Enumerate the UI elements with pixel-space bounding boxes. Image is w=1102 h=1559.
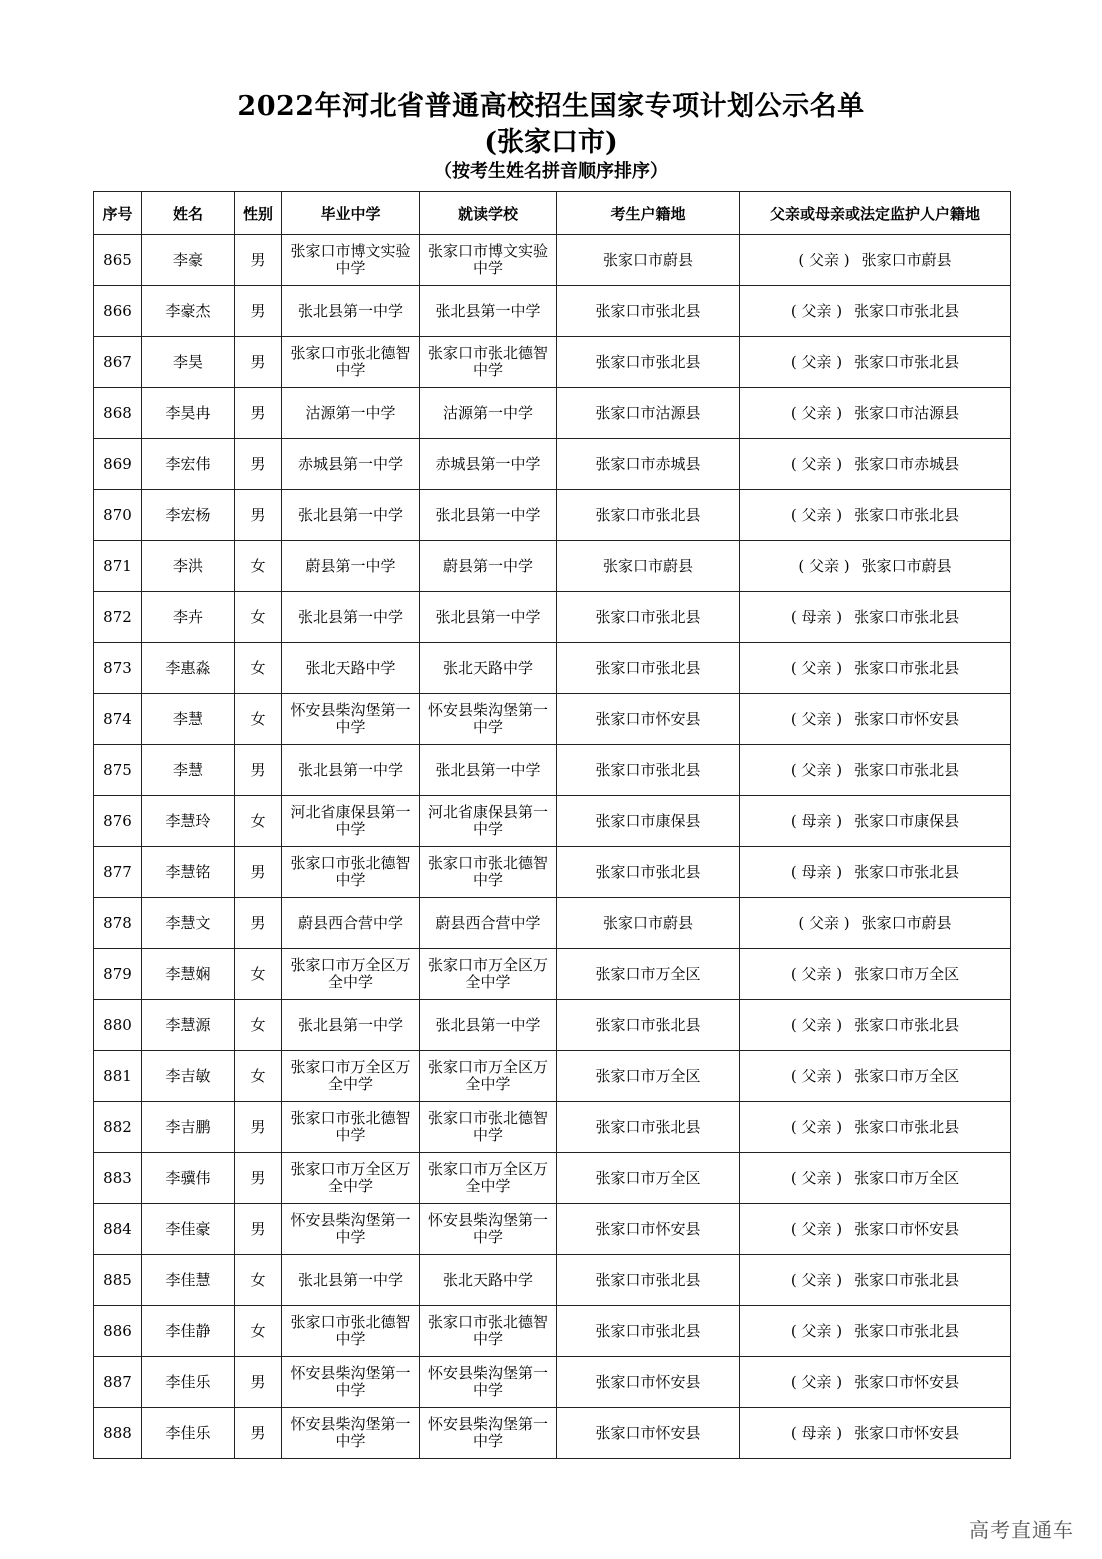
- cell-current-school: 沽源第一中学: [420, 388, 557, 439]
- cell-gender: 男: [235, 490, 282, 541]
- guardian-location: 张家口市张北县: [854, 1117, 960, 1136]
- cell-seq: 868: [94, 388, 142, 439]
- guardian-relation: ( 父亲 ): [790, 403, 843, 422]
- cell-grad-school: 张北县第一中学: [282, 286, 420, 337]
- cell-grad-school: 蔚县第一中学: [282, 541, 420, 592]
- table-row: [94, 745, 1011, 796]
- cell-guardian-hukou: [740, 1408, 1011, 1459]
- cell-seq: 866: [94, 286, 142, 337]
- table-row: [94, 847, 1011, 898]
- guardian-relation: ( 父亲 ): [790, 760, 843, 779]
- cell-gender: 男: [235, 1153, 282, 1204]
- guardian-relation: ( 父亲 ): [790, 1372, 843, 1391]
- cell-name: 李惠淼: [142, 643, 235, 694]
- cell-name: 李慧铭: [142, 847, 235, 898]
- table-row: [94, 1204, 1011, 1255]
- cell-grad-school: 张北县第一中学: [282, 592, 420, 643]
- cell-gender: 男: [235, 847, 282, 898]
- guardian-location: 张家口市万全区: [854, 964, 960, 983]
- cell-current-school: 张家口市张北德智中学: [420, 1306, 557, 1357]
- cell-hukou: 张家口市张北县: [557, 1102, 740, 1153]
- cell-hukou: 张家口市万全区: [557, 949, 740, 1000]
- cell-hukou: 张家口市张北县: [557, 1306, 740, 1357]
- cell-seq: 877: [94, 847, 142, 898]
- guardian-location: 张家口市张北县: [854, 352, 960, 371]
- table-row: [94, 1102, 1011, 1153]
- cell-gender: 女: [235, 643, 282, 694]
- guardian-relation: ( 父亲 ): [790, 1066, 843, 1085]
- cell-gender: 男: [235, 1102, 282, 1153]
- guardian-relation: ( 父亲 ): [790, 1168, 843, 1187]
- cell-grad-school: 张家口市张北德智中学: [282, 337, 420, 388]
- cell-guardian-hukou: [740, 1153, 1011, 1204]
- cell-grad-school: 张家口市博文实验中学: [282, 235, 420, 286]
- cell-seq: 884: [94, 1204, 142, 1255]
- watermark-text: 高考直通车: [969, 1518, 1074, 1542]
- cell-gender: 男: [235, 1357, 282, 1408]
- guardian-relation: ( 父亲 ): [790, 964, 843, 983]
- guardian-relation: ( 父亲 ): [798, 556, 850, 575]
- cell-seq: 874: [94, 694, 142, 745]
- table-row: [94, 1408, 1011, 1459]
- guardian-location: 张家口市蔚县: [861, 913, 952, 932]
- guardian-relation: ( 母亲 ): [790, 811, 843, 830]
- guardian-relation: ( 母亲 ): [790, 862, 843, 881]
- cell-name: 李佳慧: [142, 1255, 235, 1306]
- cell-seq: 883: [94, 1153, 142, 1204]
- header-current-school: 就读学校: [420, 192, 557, 235]
- cell-current-school: 张家口市万全区万全中学: [420, 1153, 557, 1204]
- table-row: [94, 1255, 1011, 1306]
- cell-guardian-hukou: [740, 1051, 1011, 1102]
- table-row: [94, 1153, 1011, 1204]
- cell-grad-school: 张家口市张北德智中学: [282, 1102, 420, 1153]
- guardian-relation: ( 父亲 ): [790, 301, 843, 320]
- guardian-location: 张家口市康保县: [854, 811, 960, 830]
- cell-current-school: 张家口市万全区万全中学: [420, 1051, 557, 1102]
- guardian-location: 张家口市张北县: [854, 760, 960, 779]
- cell-gender: 女: [235, 541, 282, 592]
- cell-name: 李佳豪: [142, 1204, 235, 1255]
- cell-hukou: 张家口市蔚县: [557, 235, 740, 286]
- cell-seq: 887: [94, 1357, 142, 1408]
- cell-guardian-hukou: [740, 286, 1011, 337]
- cell-hukou: 张家口市张北县: [557, 1255, 740, 1306]
- guardian-location: 张家口市张北县: [854, 505, 960, 524]
- cell-seq: 885: [94, 1255, 142, 1306]
- guardian-location: 张家口市沽源县: [854, 403, 960, 422]
- guardian-location: 张家口市怀安县: [854, 1423, 960, 1442]
- cell-seq: 888: [94, 1408, 142, 1459]
- cell-seq: 873: [94, 643, 142, 694]
- cell-seq: 871: [94, 541, 142, 592]
- table-row: [94, 643, 1011, 694]
- cell-seq: 879: [94, 949, 142, 1000]
- cell-name: 李豪杰: [142, 286, 235, 337]
- guardian-relation: ( 父亲 ): [790, 709, 843, 728]
- cell-gender: 男: [235, 898, 282, 949]
- cell-seq: 875: [94, 745, 142, 796]
- cell-current-school: 张家口市张北德智中学: [420, 1102, 557, 1153]
- cell-hukou: 张家口市怀安县: [557, 1408, 740, 1459]
- cell-gender: 男: [235, 1408, 282, 1459]
- table-row: [94, 541, 1011, 592]
- cell-seq: 869: [94, 439, 142, 490]
- cell-hukou: 张家口市张北县: [557, 1000, 740, 1051]
- cell-hukou: 张家口市赤城县: [557, 439, 740, 490]
- guardian-location: 张家口市怀安县: [854, 709, 960, 728]
- cell-current-school: 河北省康保县第一中学: [420, 796, 557, 847]
- cell-current-school: 张家口市万全区万全中学: [420, 949, 557, 1000]
- cell-grad-school: 沽源第一中学: [282, 388, 420, 439]
- roster-table: [93, 191, 1011, 1459]
- cell-gender: 男: [235, 235, 282, 286]
- table-row: [94, 1306, 1011, 1357]
- cell-gender: 女: [235, 1000, 282, 1051]
- guardian-location: 张家口市张北县: [854, 862, 960, 881]
- guardian-location: 张家口市蔚县: [861, 556, 952, 575]
- table-row: [94, 490, 1011, 541]
- table-row: [94, 1000, 1011, 1051]
- cell-gender: 男: [235, 745, 282, 796]
- cell-name: 李慧文: [142, 898, 235, 949]
- cell-seq: 881: [94, 1051, 142, 1102]
- guardian-relation: ( 父亲 ): [790, 658, 843, 677]
- guardian-relation: ( 父亲 ): [790, 352, 843, 371]
- table-row: [94, 949, 1011, 1000]
- guardian-location: 张家口市蔚县: [861, 250, 952, 269]
- cell-hukou: 张家口市怀安县: [557, 694, 740, 745]
- cell-hukou: 张家口市张北县: [557, 490, 740, 541]
- cell-name: 李昊: [142, 337, 235, 388]
- cell-name: 李昊冉: [142, 388, 235, 439]
- guardian-relation: ( 父亲 ): [790, 1117, 843, 1136]
- cell-grad-school: 蔚县西合营中学: [282, 898, 420, 949]
- guardian-location: 张家口市怀安县: [854, 1372, 960, 1391]
- cell-name: 李慧源: [142, 1000, 235, 1051]
- cell-grad-school: 怀安县柴沟堡第一中学: [282, 1204, 420, 1255]
- cell-hukou: 张家口市张北县: [557, 847, 740, 898]
- cell-name: 李慧娴: [142, 949, 235, 1000]
- cell-gender: 女: [235, 694, 282, 745]
- cell-current-school: 张北县第一中学: [420, 745, 557, 796]
- cell-current-school: 蔚县第一中学: [420, 541, 557, 592]
- cell-seq: 872: [94, 592, 142, 643]
- cell-grad-school: 赤城县第一中学: [282, 439, 420, 490]
- cell-name: 李佳静: [142, 1306, 235, 1357]
- cell-current-school: 张北县第一中学: [420, 1000, 557, 1051]
- cell-hukou: 张家口市沽源县: [557, 388, 740, 439]
- cell-guardian-hukou: [740, 388, 1011, 439]
- cell-name: 李卉: [142, 592, 235, 643]
- document-title: 2022年河北省普通高校招生国家专项计划公示名单: [237, 91, 865, 122]
- cell-grad-school: 张北县第一中学: [282, 745, 420, 796]
- cell-guardian-hukou: [740, 898, 1011, 949]
- table-row: [94, 796, 1011, 847]
- cell-grad-school: 张家口市万全区万全中学: [282, 1051, 420, 1102]
- cell-name: 李佳乐: [142, 1408, 235, 1459]
- cell-guardian-hukou: [740, 235, 1011, 286]
- cell-current-school: 张北天路中学: [420, 643, 557, 694]
- cell-seq: 865: [94, 235, 142, 286]
- guardian-location: 张家口市张北县: [854, 607, 960, 626]
- cell-guardian-hukou: [740, 847, 1011, 898]
- cell-gender: 男: [235, 1204, 282, 1255]
- cell-hukou: 张家口市蔚县: [557, 541, 740, 592]
- cell-hukou: 张家口市康保县: [557, 796, 740, 847]
- cell-gender: 男: [235, 337, 282, 388]
- cell-grad-school: 张家口市张北德智中学: [282, 1306, 420, 1357]
- cell-hukou: 张家口市万全区: [557, 1051, 740, 1102]
- cell-guardian-hukou: [740, 694, 1011, 745]
- cell-name: 李豪: [142, 235, 235, 286]
- cell-grad-school: 张北县第一中学: [282, 1000, 420, 1051]
- guardian-location: 张家口市万全区: [854, 1168, 960, 1187]
- cell-hukou: 张家口市怀安县: [557, 1204, 740, 1255]
- cell-grad-school: 张北天路中学: [282, 643, 420, 694]
- cell-guardian-hukou: [740, 1255, 1011, 1306]
- guardian-location: 张家口市张北县: [854, 301, 960, 320]
- header-gender: 性别: [235, 192, 282, 235]
- cell-name: 李慧: [142, 694, 235, 745]
- table-row: [94, 1051, 1011, 1102]
- table-row: [94, 439, 1011, 490]
- cell-hukou: 张家口市张北县: [557, 643, 740, 694]
- table-row: [94, 592, 1011, 643]
- cell-seq: 867: [94, 337, 142, 388]
- cell-gender: 女: [235, 796, 282, 847]
- cell-guardian-hukou: [740, 745, 1011, 796]
- header-name: 姓名: [142, 192, 235, 235]
- cell-grad-school: 怀安县柴沟堡第一中学: [282, 1408, 420, 1459]
- document-city: (张家口市): [484, 127, 618, 158]
- cell-gender: 男: [235, 388, 282, 439]
- cell-gender: 女: [235, 1306, 282, 1357]
- guardian-relation: ( 父亲 ): [790, 1321, 843, 1340]
- table-row: [94, 1357, 1011, 1408]
- cell-gender: 女: [235, 949, 282, 1000]
- cell-grad-school: 怀安县柴沟堡第一中学: [282, 1357, 420, 1408]
- table-row: [94, 898, 1011, 949]
- guardian-location: 张家口市张北县: [854, 1015, 960, 1034]
- cell-hukou: 张家口市张北县: [557, 286, 740, 337]
- cell-current-school: 赤城县第一中学: [420, 439, 557, 490]
- cell-gender: 女: [235, 592, 282, 643]
- guardian-location: 张家口市张北县: [854, 1270, 960, 1289]
- cell-guardian-hukou: [740, 1204, 1011, 1255]
- cell-grad-school: 张家口市万全区万全中学: [282, 1153, 420, 1204]
- cell-seq: 886: [94, 1306, 142, 1357]
- cell-current-school: 张家口市张北德智中学: [420, 337, 557, 388]
- cell-guardian-hukou: [740, 796, 1011, 847]
- cell-hukou: 张家口市张北县: [557, 745, 740, 796]
- cell-name: 李佳乐: [142, 1357, 235, 1408]
- guardian-location: 张家口市万全区: [854, 1066, 960, 1085]
- cell-grad-school: 张北县第一中学: [282, 490, 420, 541]
- cell-current-school: 怀安县柴沟堡第一中学: [420, 1204, 557, 1255]
- guardian-relation: ( 母亲 ): [790, 607, 843, 626]
- cell-grad-school: 河北省康保县第一中学: [282, 796, 420, 847]
- sort-note: （按考生姓名拼音顺序排序）: [434, 161, 668, 182]
- cell-guardian-hukou: [740, 1357, 1011, 1408]
- guardian-relation: ( 父亲 ): [790, 505, 843, 524]
- guardian-relation: ( 父亲 ): [790, 1219, 843, 1238]
- guardian-location: 张家口市赤城县: [854, 454, 960, 473]
- guardian-location: 张家口市张北县: [854, 658, 960, 677]
- cell-seq: 882: [94, 1102, 142, 1153]
- table-row: [94, 337, 1011, 388]
- cell-grad-school: 张北县第一中学: [282, 1255, 420, 1306]
- cell-hukou: 张家口市张北县: [557, 337, 740, 388]
- cell-guardian-hukou: [740, 643, 1011, 694]
- cell-name: 李吉敏: [142, 1051, 235, 1102]
- cell-current-school: 怀安县柴沟堡第一中学: [420, 694, 557, 745]
- guardian-location: 张家口市张北县: [854, 1321, 960, 1340]
- cell-grad-school: 怀安县柴沟堡第一中学: [282, 694, 420, 745]
- guardian-relation: ( 父亲 ): [798, 913, 850, 932]
- cell-current-school: 张家口市博文实验中学: [420, 235, 557, 286]
- cell-name: 李慧玲: [142, 796, 235, 847]
- cell-current-school: 张北县第一中学: [420, 592, 557, 643]
- cell-current-school: 张北天路中学: [420, 1255, 557, 1306]
- guardian-relation: ( 父亲 ): [798, 250, 850, 269]
- guardian-relation: ( 母亲 ): [790, 1423, 843, 1442]
- guardian-relation: ( 父亲 ): [790, 454, 843, 473]
- cell-name: 李洪: [142, 541, 235, 592]
- cell-current-school: 张北县第一中学: [420, 490, 557, 541]
- cell-seq: 880: [94, 1000, 142, 1051]
- cell-guardian-hukou: [740, 949, 1011, 1000]
- cell-current-school: 怀安县柴沟堡第一中学: [420, 1357, 557, 1408]
- header-seq: 序号: [94, 192, 142, 235]
- guardian-relation: ( 父亲 ): [790, 1270, 843, 1289]
- header-guardian-hukou: 父亲或母亲或法定监护人户籍地: [740, 192, 1011, 235]
- cell-name: 李吉鹏: [142, 1102, 235, 1153]
- cell-guardian-hukou: [740, 490, 1011, 541]
- cell-guardian-hukou: [740, 1000, 1011, 1051]
- cell-guardian-hukou: [740, 1102, 1011, 1153]
- roster-body: [94, 235, 1011, 1459]
- cell-current-school: 怀安县柴沟堡第一中学: [420, 1408, 557, 1459]
- header-hukou: 考生户籍地: [557, 192, 740, 235]
- cell-guardian-hukou: [740, 1306, 1011, 1357]
- table-row: [94, 694, 1011, 745]
- cell-gender: 女: [235, 1255, 282, 1306]
- cell-seq: 878: [94, 898, 142, 949]
- cell-hukou: 张家口市张北县: [557, 592, 740, 643]
- cell-gender: 男: [235, 286, 282, 337]
- cell-hukou: 张家口市怀安县: [557, 1357, 740, 1408]
- cell-grad-school: 张家口市万全区万全中学: [282, 949, 420, 1000]
- cell-grad-school: 张家口市张北德智中学: [282, 847, 420, 898]
- table-row: [94, 286, 1011, 337]
- cell-name: 李宏杨: [142, 490, 235, 541]
- cell-name: 李骥伟: [142, 1153, 235, 1204]
- cell-guardian-hukou: [740, 541, 1011, 592]
- title-block: [0, 88, 1102, 184]
- cell-seq: 876: [94, 796, 142, 847]
- header-grad-school: 毕业中学: [282, 192, 420, 235]
- cell-gender: 女: [235, 1051, 282, 1102]
- guardian-relation: ( 父亲 ): [790, 1015, 843, 1034]
- cell-hukou: 张家口市万全区: [557, 1153, 740, 1204]
- guardian-location: 张家口市怀安县: [854, 1219, 960, 1238]
- cell-guardian-hukou: [740, 439, 1011, 490]
- table-row: [94, 388, 1011, 439]
- cell-current-school: 蔚县西合营中学: [420, 898, 557, 949]
- cell-guardian-hukou: [740, 592, 1011, 643]
- cell-name: 李宏伟: [142, 439, 235, 490]
- table-row: [94, 235, 1011, 286]
- header-row: [94, 192, 1011, 235]
- cell-guardian-hukou: [740, 337, 1011, 388]
- cell-gender: 男: [235, 439, 282, 490]
- cell-current-school: 张北县第一中学: [420, 286, 557, 337]
- cell-name: 李慧: [142, 745, 235, 796]
- cell-current-school: 张家口市张北德智中学: [420, 847, 557, 898]
- cell-hukou: 张家口市蔚县: [557, 898, 740, 949]
- cell-seq: 870: [94, 490, 142, 541]
